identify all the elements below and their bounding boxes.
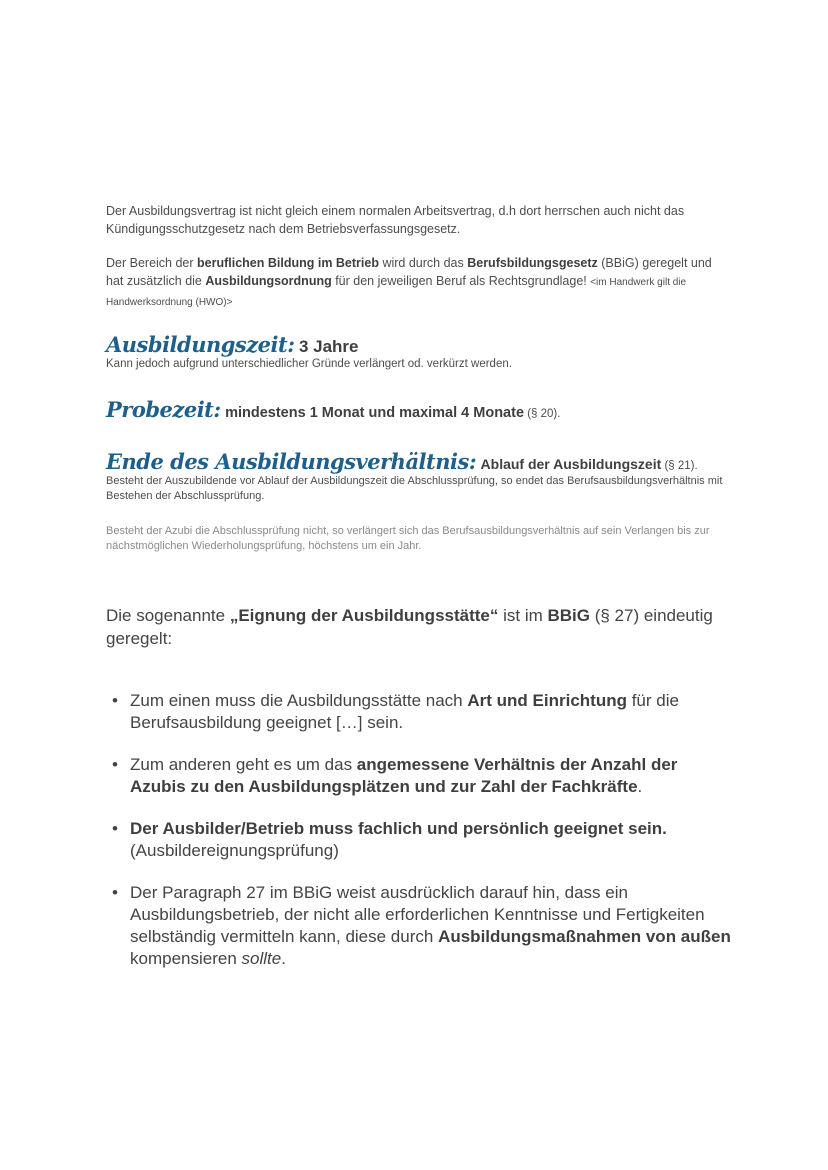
ende-value: Ablauf der Ausbildungszeit	[480, 456, 662, 472]
intro-bold-bbig: Berufsbildungsgesetz	[467, 256, 598, 270]
ausbildungszeit-label: Ausbildungszeit	[106, 332, 288, 357]
intro-paragraph-2	[106, 254, 731, 312]
intro-text: Der Bereich der	[106, 256, 198, 270]
intro-text: (BBiG) geregelt und hat zusätzlich die	[106, 256, 712, 288]
ende-note-1: Besteht der Auszubildende vor Ablauf der Ausbildungszeit die Abschlussprüfung, so endet das Berufsausbildungsverhältnis mit Bestehen der Abschlussprüfung.	[106, 475, 723, 502]
colon: :	[213, 397, 221, 422]
probezeit-section	[106, 397, 731, 422]
colon: :	[468, 449, 477, 474]
list-item	[106, 818, 731, 862]
item-text: Zum anderen geht es um das	[130, 755, 357, 774]
bullet-icon: •	[112, 883, 118, 902]
eignung-bold-bbig: BBiG	[547, 606, 590, 625]
ausbildungszeit-value: 3 Jahre	[298, 337, 359, 356]
bullet-icon: •	[112, 819, 118, 838]
bullet-icon: •	[112, 691, 118, 710]
eignung-text: (§ 27) eindeutig geregelt:	[106, 606, 713, 648]
list-item	[106, 882, 731, 970]
intro-bold-ausbildungsordnung: Ausbildungsordnung	[205, 274, 332, 288]
colon: :	[287, 332, 295, 357]
item-text: .	[281, 949, 286, 968]
item-italic: sollte	[241, 949, 282, 968]
intro-text: wird durch das	[378, 256, 468, 270]
intro-bold-bildung: beruflichen Bildung im Betrieb	[197, 256, 379, 270]
item-text: Der Paragraph 27 im BBiG weist ausdrücklich darauf hin, dass ein Ausbildungsbetrieb, der nicht alle erforderlichen Kenntnisse und Fertigkeiten selbständig vermitteln kann, diese durch	[130, 883, 705, 946]
ende-heading	[106, 449, 731, 474]
eignung-text: ist im	[498, 606, 548, 625]
item-bold: Ausbildungsmaßnahmen von außen	[438, 927, 731, 946]
item-text: .	[637, 777, 643, 796]
item-text: Zum einen muss die Ausbildungsstätte nach	[130, 691, 468, 710]
probezeit-label: Probezeit	[106, 397, 214, 422]
eignung-text: Die sogenannte	[106, 606, 230, 625]
item-bold: angemessene Verhältnis der Anzahl der Azubis zu den Ausbildungsplätzen und zur Zahl der Fachkräfte	[130, 755, 678, 796]
item-bold: Art und Einrichtung	[467, 691, 627, 710]
eignung-paragraph	[106, 604, 731, 650]
probezeit-ref: (§ 20).	[524, 408, 561, 420]
ende-note-2: Besteht der Azubi die Abschlussprüfung nicht, so verlängert sich das Berufsausbildungsverhältnis auf sein Verlangen bis zur nächstmöglichen Wiederholungsprüfung, höchstens um ein Jahr.	[106, 525, 710, 552]
eignung-bold-title: „Eignung der Ausbildungsstätte“	[229, 606, 499, 625]
probezeit-heading	[106, 397, 731, 422]
list-item	[106, 754, 731, 798]
ausbildungszeit-section	[106, 332, 731, 371]
eignung-list	[106, 690, 731, 970]
ende-label: Ende des Ausbildungsverhältnis	[106, 449, 469, 474]
item-text: für die Berufsausbildung geeignet […] sein.	[130, 691, 679, 732]
ausbildungszeit-heading	[106, 332, 731, 357]
ende-section	[106, 449, 731, 554]
item-bold: Der Ausbilder/Betrieb muss fachlich und persönlich geeignet sein.	[130, 819, 667, 838]
list-item	[106, 690, 731, 734]
intro-text: für den jeweiligen Beruf als Rechtsgrundlage!	[331, 274, 591, 288]
ende-ref: (§ 21).	[661, 460, 698, 472]
intro-paragraph-1: Der Ausbildungsvertrag ist nicht gleich einem normalen Arbeitsvertrag, d.h dort herrschen auch nicht das Kündigungsschutzgesetz nach dem Betriebsverfassungsgesetz.	[106, 204, 685, 236]
bullet-icon: •	[112, 755, 118, 774]
item-text: kompensieren	[130, 949, 242, 968]
item-text: (Ausbildereignungsprüfung)	[130, 841, 339, 860]
probezeit-value: mindestens 1 Monat und maximal 4 Monate	[225, 405, 525, 421]
ausbildungszeit-note: Kann jedoch aufgrund unterschiedlicher Gründe verlängert od. verkürzt werden.	[106, 358, 512, 370]
intro-hwo-note: <im Handwerk gilt die Handwerksordnung (HWO)>	[106, 277, 687, 308]
